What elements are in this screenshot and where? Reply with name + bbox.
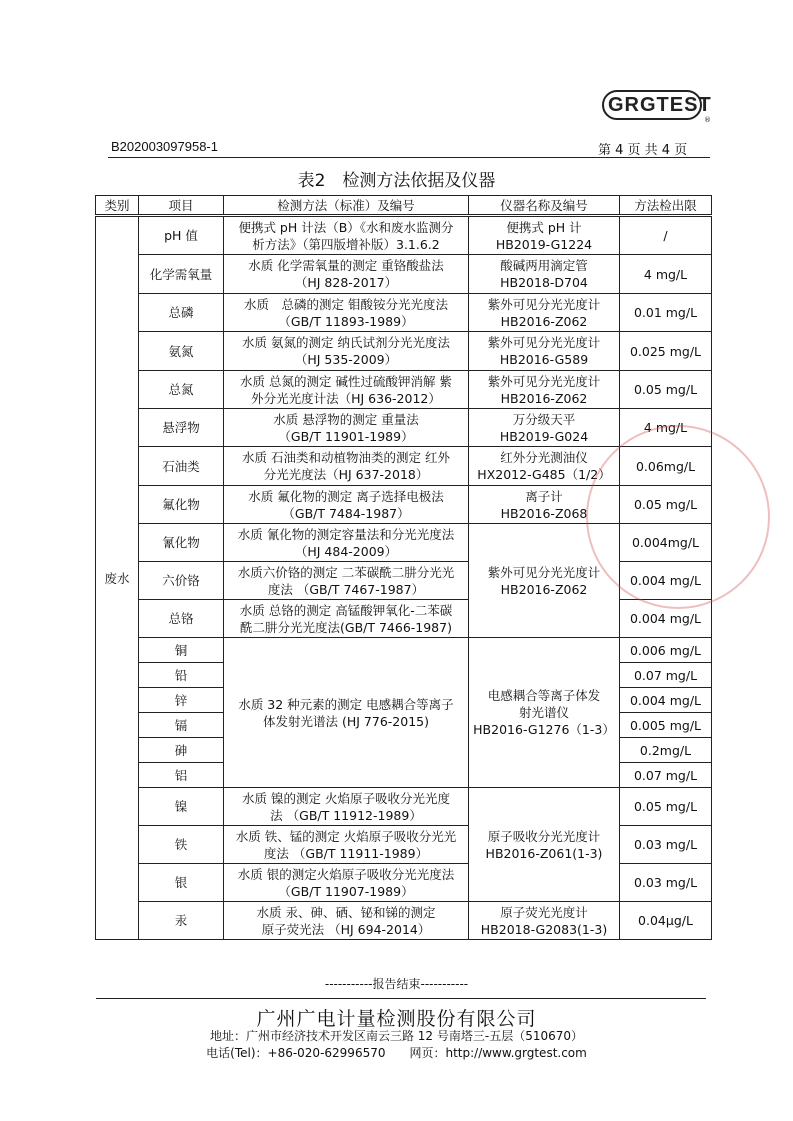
- item-cell: 氰化物: [139, 524, 224, 562]
- instrument-cell: [469, 216, 620, 255]
- column-header: 方法检出限: [620, 196, 712, 216]
- table-row: [96, 902, 712, 940]
- table-row: [96, 255, 712, 294]
- limit-cell: 0.04μg/L: [620, 902, 712, 940]
- footer-divider: [96, 998, 706, 999]
- cell-line: HB2016-Z061(1-3): [485, 845, 603, 861]
- column-header: 类别: [96, 196, 139, 216]
- table-row: [96, 371, 712, 409]
- cell-line: 水质 化学需氧量的测定 重铬酸盐法: [248, 258, 444, 273]
- method-cell: [224, 902, 469, 940]
- limit-cell: 0.004 mg/L: [620, 688, 712, 713]
- item-cell: 总铬: [139, 600, 224, 638]
- cell-line: 度法 （GB/T 11911-1989）: [263, 845, 429, 861]
- cell-line: （GB/T 11893-1989）: [278, 313, 414, 329]
- method-cell: [224, 371, 469, 409]
- company-name: 广州广电计量检测股份有限公司: [256, 1008, 537, 1030]
- cell-line: HB2016-Z062: [500, 390, 588, 406]
- limit-cell: 0.06mg/L: [620, 447, 712, 486]
- item-cell: 氟化物: [139, 486, 224, 524]
- table-row: [96, 638, 712, 663]
- cell-line: 酰二肼分光光度法(GB/T 7466-1987): [240, 619, 452, 635]
- cell-line: （GB/T 11907-1989）: [278, 883, 414, 899]
- instrument-cell: [469, 371, 620, 409]
- cell-line: 析方法》（第四版增补版）3.1.6.2: [252, 236, 440, 252]
- limit-cell: 0.01 mg/L: [620, 294, 712, 332]
- cell-line: HB2018-D704: [500, 275, 588, 290]
- limit-cell: 0.004mg/L: [620, 524, 712, 562]
- table-row: [96, 294, 712, 332]
- cell-line: 外分光光度计法（HJ 636-2012）: [251, 390, 441, 406]
- cell-line: 水质 石油类和动植物油类的测定 红外: [242, 450, 450, 465]
- header-divider: [108, 157, 710, 158]
- item-cell: 总磷: [139, 294, 224, 332]
- column-header: 仪器名称及编号: [469, 196, 620, 216]
- cell-line: （GB/T 7484-1987）: [282, 505, 410, 521]
- method-cell: [224, 562, 469, 600]
- table-row: [96, 788, 712, 826]
- cell-line: 水质 汞、砷、硒、铋和锑的测定: [256, 904, 436, 920]
- cell-line: HB2016-G589: [499, 352, 589, 367]
- cell-line: 原子荧光光度计: [500, 904, 588, 920]
- cell-line: 水质 32 种元素的测定 电感耦合等离子: [238, 696, 454, 712]
- limit-cell: 4 mg/L: [620, 409, 712, 447]
- table-row: [96, 332, 712, 371]
- cell-line: HB2019-G1224: [495, 236, 593, 252]
- cell-line: 酸碱两用滴定管: [500, 258, 588, 273]
- method-cell: [224, 864, 469, 902]
- official-seal: [586, 425, 770, 609]
- limit-cell: 0.05 mg/L: [620, 371, 712, 409]
- limit-cell: 0.004 mg/L: [620, 600, 712, 638]
- item-cell: pH 值: [139, 216, 224, 255]
- cell-line: 原子荧光法 （HJ 694-2014）: [261, 921, 431, 937]
- cell-line: HB2016-Z068: [500, 505, 588, 521]
- cell-line: 水质 总氮的测定 碱性过硫酸钾消解 紫: [240, 373, 452, 389]
- limit-cell: 0.05 mg/L: [620, 486, 712, 524]
- item-cell: 铝: [139, 763, 224, 788]
- cell-line: 水质六价铬的测定 二苯碳酰二肼分光光: [237, 564, 455, 580]
- report-end: -----------报告结束-----------: [324, 977, 469, 991]
- category-cell: 废水: [96, 216, 139, 940]
- cell-line: 紫外可见分光光度计: [487, 373, 601, 389]
- cell-line: 紫外可见分光光度计: [487, 335, 601, 350]
- table-row: [96, 409, 712, 447]
- method-cell: [224, 826, 469, 864]
- column-header: 检测方法（标准）及编号: [224, 196, 469, 216]
- method-cell: [224, 447, 469, 486]
- cell-line: 万分级天平: [512, 411, 576, 427]
- limit-cell: 0.03 mg/L: [620, 826, 712, 864]
- method-cell: [224, 524, 469, 562]
- item-cell: 六价铬: [139, 562, 224, 600]
- cell-line: HX2012-G485（1/2）: [477, 467, 611, 482]
- table-row: [96, 600, 712, 638]
- cell-line: 水质 氨氮的测定 纳氏试剂分光光度法: [242, 335, 450, 350]
- cell-line: 水质 总铬的测定 高锰酸钾氧化-二苯碳: [239, 602, 453, 618]
- cell-line: 度法 （GB/T 7467-1987）: [267, 581, 425, 597]
- cell-line: HB2016-G1276（1-3）: [473, 722, 615, 737]
- method-cell: [224, 638, 469, 788]
- cell-line: HB2016-Z062: [500, 313, 588, 329]
- limit-cell: 0.05 mg/L: [620, 788, 712, 826]
- cell-line: 电感耦合等离子体发: [487, 688, 601, 703]
- item-cell: 石油类: [139, 447, 224, 486]
- cell-line: 紫外可见分光光度计: [487, 296, 601, 312]
- cell-line: （HJ 535-2009）: [294, 352, 398, 367]
- method-cell: [224, 332, 469, 371]
- cell-line: 水质 铁、锰的测定 火焰原子吸收分光光: [235, 828, 457, 844]
- company-contact: 电话(Tel)：+86-020-62996570 网页：http://www.grgtest.com: [206, 1046, 587, 1060]
- report-number: B202003097958-1: [111, 139, 218, 154]
- method-cell: [224, 255, 469, 294]
- limit-cell: 0.07 mg/L: [620, 663, 712, 688]
- item-cell: 铜: [139, 638, 224, 663]
- cell-line: 红外分光测油仪: [500, 450, 588, 465]
- table-title: 表2 检测方法依据及仪器: [297, 171, 496, 191]
- cell-line: 水质 悬浮物的测定 重量法: [273, 411, 419, 427]
- cell-line: 水质 氰化物的测定容量法和分光光度法: [237, 526, 455, 542]
- item-cell: 汞: [139, 902, 224, 940]
- instrument-cell: [469, 638, 620, 788]
- cell-line: 原子吸收分光光度计: [487, 828, 601, 844]
- limit-cell: 0.025 mg/L: [620, 332, 712, 371]
- item-cell: 铅: [139, 663, 224, 688]
- limit-cell: 0.005 mg/L: [620, 713, 712, 738]
- table-row: [96, 864, 712, 902]
- method-cell: [224, 294, 469, 332]
- limit-cell: /: [620, 216, 712, 255]
- table-row: [96, 216, 712, 255]
- registered-mark: ®: [704, 116, 711, 124]
- limit-cell: 4 mg/L: [620, 255, 712, 294]
- table-header-row: [96, 196, 712, 216]
- cell-line: 法 （GB/T 11912-1989）: [270, 807, 422, 823]
- column-header: 项目: [139, 196, 224, 216]
- method-cell: [224, 486, 469, 524]
- item-cell: 氨氮: [139, 332, 224, 371]
- instrument-cell: [469, 788, 620, 902]
- cell-line: 便携式 pH 计法（B）《水和废水监测分: [238, 219, 454, 235]
- cell-line: 离子计: [525, 488, 563, 504]
- cell-line: 体发射光谱法 (HJ 776-2015): [263, 713, 429, 729]
- cell-line: HB2018-G2083(1-3): [480, 921, 608, 937]
- logo-text: GRGTEST: [608, 94, 712, 116]
- cell-line: 水质 总磷的测定 钼酸铵分光光度法: [244, 296, 448, 312]
- cell-line: HB2016-Z062: [500, 581, 588, 597]
- company-address: 地址：广州市经济技术开发区南云三路 12 号南塔三-五层（510670）: [209, 1029, 584, 1043]
- limit-cell: 0.2mg/L: [620, 738, 712, 763]
- cell-line: HB2019-G024: [499, 428, 589, 444]
- cell-line: （HJ 484-2009）: [294, 543, 398, 559]
- cell-line: 水质 银的测定火焰原子吸收分光光度法: [237, 866, 455, 882]
- cell-line: 紫外可见分光光度计: [487, 564, 601, 580]
- page-info: 第 4 页 共 4 页: [598, 143, 688, 158]
- instrument-cell: [469, 255, 620, 294]
- limit-cell: 0.03 mg/L: [620, 864, 712, 902]
- item-cell: 砷: [139, 738, 224, 763]
- item-cell: 镉: [139, 713, 224, 738]
- item-cell: 银: [139, 864, 224, 902]
- grgtest-logo: [602, 86, 712, 126]
- method-cell: [224, 788, 469, 826]
- limit-cell: 0.004 mg/L: [620, 562, 712, 600]
- cell-line: （HJ 828-2017）: [294, 275, 398, 290]
- instrument-cell: [469, 332, 620, 371]
- limit-cell: 0.006 mg/L: [620, 638, 712, 663]
- item-cell: 悬浮物: [139, 409, 224, 447]
- item-cell: 镍: [139, 788, 224, 826]
- instrument-cell: [469, 902, 620, 940]
- cell-line: 便携式 pH 计: [506, 219, 582, 235]
- item-cell: 化学需氧量: [139, 255, 224, 294]
- item-cell: 锌: [139, 688, 224, 713]
- cell-line: 水质 镍的测定 火焰原子吸收分光光度: [242, 790, 450, 806]
- instrument-cell: [469, 294, 620, 332]
- cell-line: 射光谱仪: [518, 705, 569, 720]
- limit-cell: 0.07 mg/L: [620, 763, 712, 788]
- table-row: [96, 826, 712, 864]
- method-cell: [224, 600, 469, 638]
- instrument-cell: [469, 409, 620, 447]
- item-cell: 铁: [139, 826, 224, 864]
- method-cell: [224, 409, 469, 447]
- cell-line: 分光光度法（HJ 637-2018）: [263, 467, 429, 482]
- cell-line: 水质 氟化物的测定 离子选择电极法: [248, 488, 444, 504]
- method-cell: [224, 216, 469, 255]
- cell-line: （GB/T 11901-1989）: [278, 428, 414, 444]
- item-cell: 总氮: [139, 371, 224, 409]
